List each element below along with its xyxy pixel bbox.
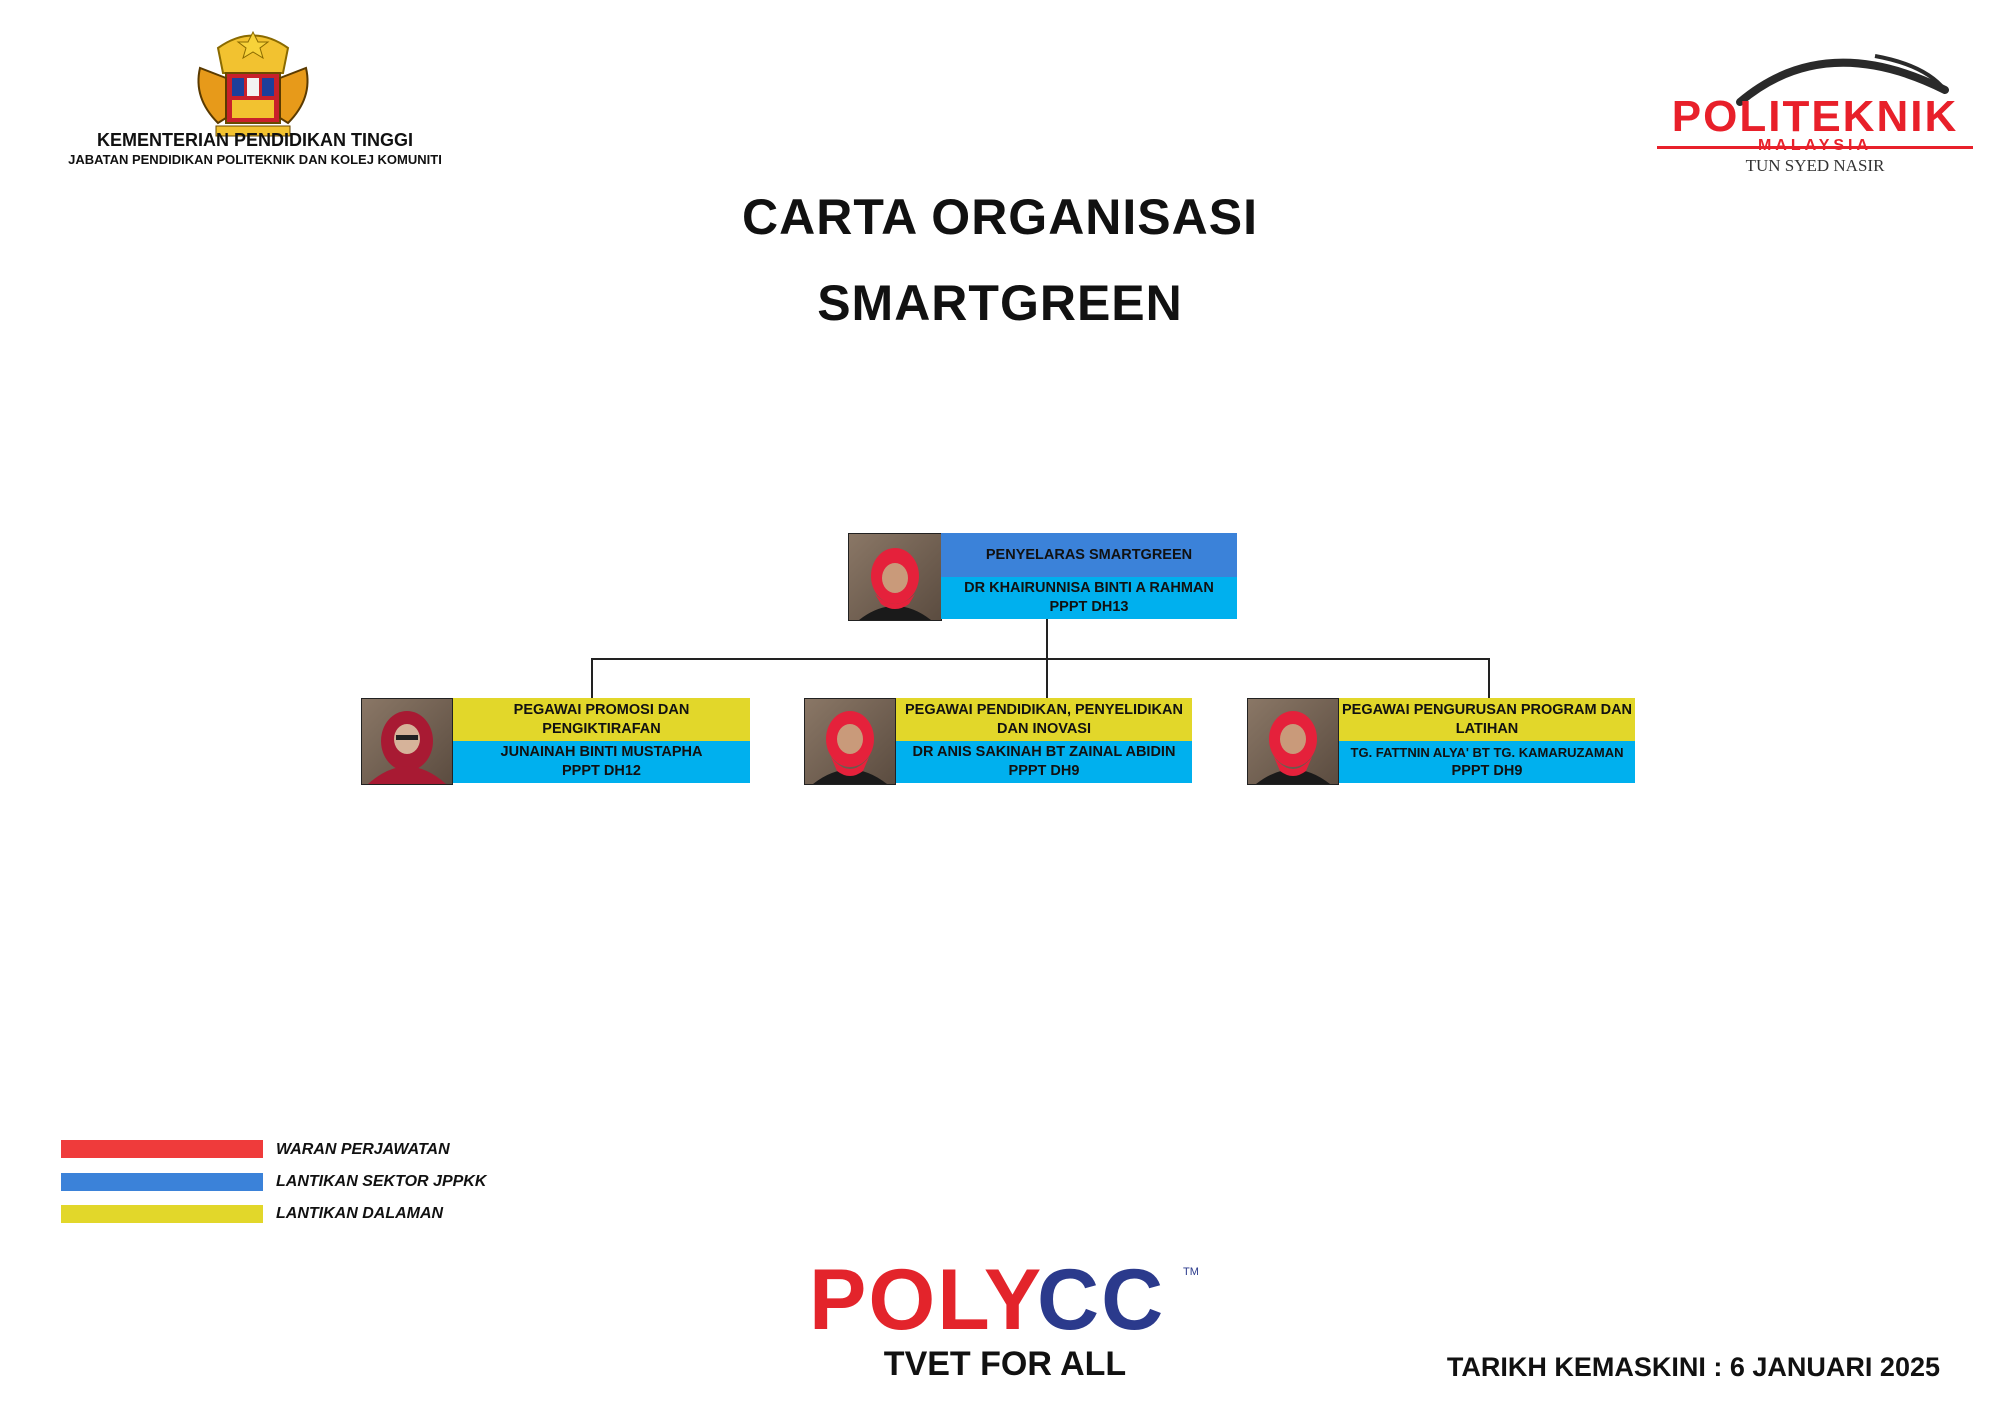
head-person	[941, 577, 1237, 619]
member-name-1: JUNAINAH BINTI MUSTAPHA	[500, 744, 703, 760]
member-name-3: TG. FATTNIN ALYA' BT TG. KAMARUZAMAN	[1350, 745, 1624, 760]
connector-head-down	[1046, 618, 1048, 660]
legend-label-dalaman: LANTIKAN DALAMAN	[276, 1205, 444, 1222]
ministry-department: JABATAN PENDIDIKAN POLITEKNIK DAN KOLEJ KOMUNITI	[68, 152, 442, 167]
member-photo-3	[1247, 698, 1339, 785]
head-role: PENYELARAS SMARTGREEN	[941, 533, 1237, 577]
head-grade: PPPT DH13	[1049, 599, 1129, 615]
member-photo-1	[361, 698, 453, 785]
svg-text:TM: TM	[1183, 1266, 1199, 1278]
update-date: TARIKH KEMASKINI : 6 JANUARI 2025	[1446, 1352, 1940, 1382]
legend-swatch-waran	[61, 1140, 263, 1158]
member-role-1: PEGAWAI PROMOSI DAN PENGIKTIRAFAN	[453, 698, 750, 741]
connector-member-1	[591, 658, 593, 698]
legend-label-waran: WARAN PERJAWATAN	[276, 1141, 450, 1158]
page-title: CARTA ORGANISASI	[742, 189, 1258, 245]
page-subtitle: SMARTGREEN	[817, 275, 1183, 331]
member-grade-3: PPPT DH9	[1451, 763, 1523, 779]
politeknik-wordmark: POLITEKNIK	[1671, 92, 1959, 141]
member-person-1	[453, 741, 750, 783]
legend-swatch-jppkk	[61, 1173, 263, 1191]
connector-member-3	[1488, 658, 1490, 698]
svg-text:CC: CC	[1037, 1255, 1166, 1335]
legend-label-jppkk: LANTIKAN SEKTOR JPPKK	[276, 1173, 487, 1190]
member-person-3	[1339, 741, 1635, 783]
polycc-logo	[805, 1255, 1205, 1335]
connector-horizontal	[591, 658, 1490, 660]
head-photo	[848, 533, 942, 621]
member-photo-2	[804, 698, 896, 785]
ministry-name: KEMENTERIAN PENDIDIKAN TINGGI	[96, 130, 413, 150]
member-grade-2: PPPT DH9	[1008, 763, 1080, 779]
politeknik-country: MALAYSIA	[1757, 137, 1873, 154]
member-grade-1: PPPT DH12	[562, 763, 641, 779]
svg-text:POLY: POLY	[809, 1255, 1044, 1335]
member-name-2: DR ANIS SAKINAH BT ZAINAL ABIDIN	[912, 744, 1176, 760]
ministry-crest-logo	[188, 28, 318, 146]
politeknik-campus-name: TUN SYED NASIR	[1745, 156, 1885, 175]
member-role-3: PEGAWAI PENGURUSAN PROGRAM DAN LATIHAN	[1339, 698, 1635, 741]
legend-swatch-dalaman	[61, 1205, 263, 1223]
connector-member-2	[1046, 658, 1048, 698]
member-person-2	[896, 741, 1192, 783]
polycc-tagline: TVET FOR ALL	[883, 1345, 1127, 1383]
member-role-2: PEGAWAI PENDIDIKAN, PENYELIDIKAN DAN INOVASI	[896, 698, 1192, 741]
head-name: DR KHAIRUNNISA BINTI A RAHMAN	[964, 580, 1214, 596]
